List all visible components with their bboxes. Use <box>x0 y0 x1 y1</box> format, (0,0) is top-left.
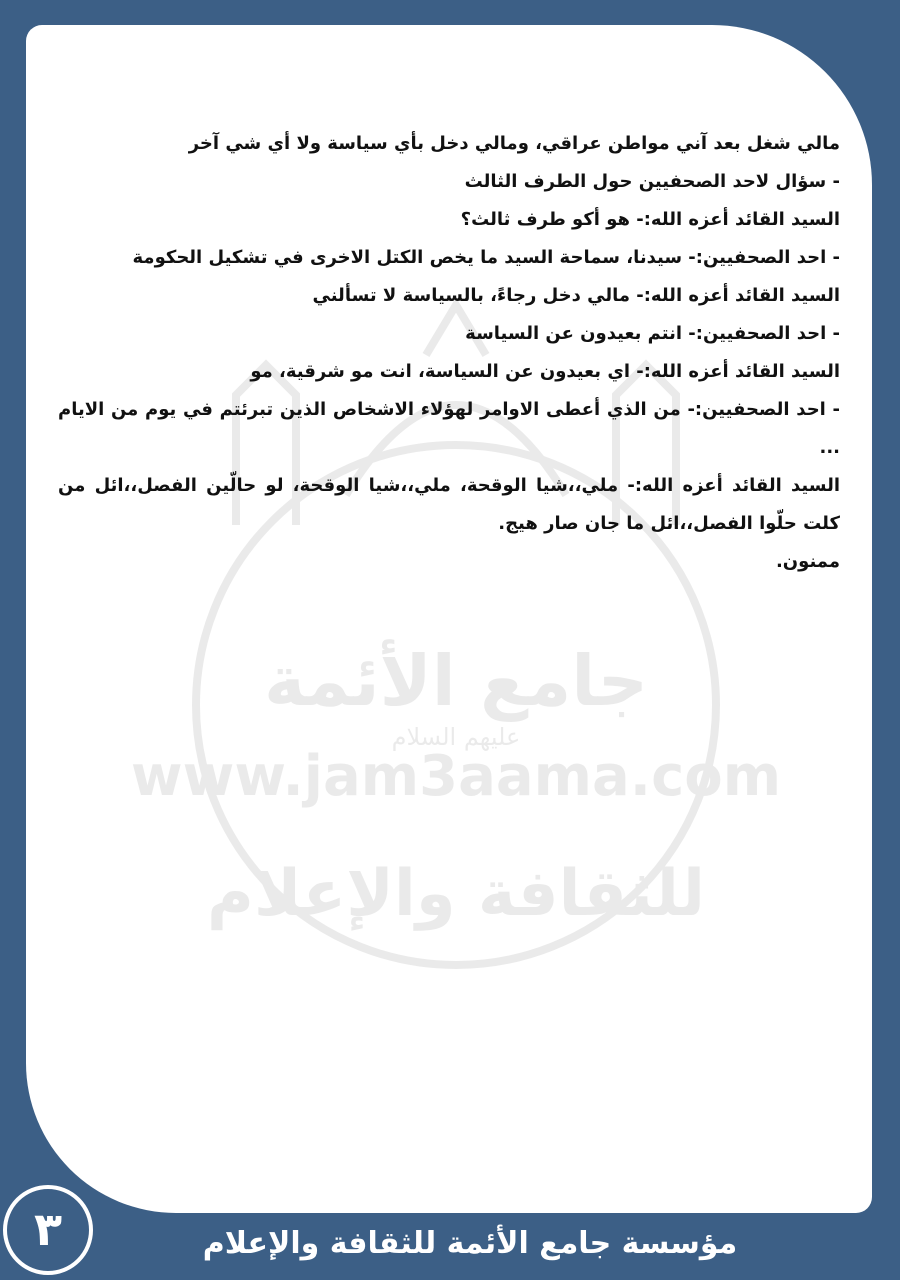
page-card <box>26 25 872 1213</box>
paragraph-1: مالي شغل بعد آني مواطن عراقي، ومالي دخل بأي سياسة ولا أي شي آخر <box>188 133 840 154</box>
watermark-calligraphy: جامع الأئمة <box>263 640 649 722</box>
paragraph-6: - احد الصحفيين:- انتم بعيدون عن السياسة <box>465 323 840 344</box>
watermark-url: www.jam3aama.com <box>130 744 782 809</box>
document-body <box>58 125 840 581</box>
paragraph-4: - احد الصحفيين:- سيدنا، سماحة السيد ما يخص الكتل الاخرى في تشكيل الحكومة <box>132 247 840 268</box>
paragraph-7: السيد القائد أعزه الله:- اي بعيدون عن السياسة، انت مو شرقية، مو <box>250 361 840 382</box>
footer <box>0 1213 900 1280</box>
watermark-bottom-text: للثقافة والإعلام <box>207 857 705 931</box>
paragraph-9: السيد القائد أعزه الله:- ملي،،شيا الوقحة، ملي،،شيا الوقحة، لو حالّين الفصل،،ائل من كلت حلّوا الفصل،،ائل ما جان صار هيج. <box>58 475 840 534</box>
paragraph-3: السيد القائد أعزه الله:- هو أكو طرف ثالث؟ <box>460 209 840 230</box>
watermark-subtitle: عليهم السلام <box>391 723 521 751</box>
paragraph-10: ممنون. <box>775 551 840 572</box>
paragraph-5: السيد القائد أعزه الله:- مالي دخل رجاءً، بالسياسة لا تسألني <box>312 285 840 306</box>
footer-title: مؤسسة جامع الأئمة للثقافة والإعلام <box>202 1226 738 1261</box>
paragraph-2: - سؤال لاحد الصحفيين حول الطرف الثالث <box>464 171 840 192</box>
page-number: ٣ <box>3 1185 93 1275</box>
paragraph-8: - احد الصحفيين:- من الذي أعطى الاوامر لهؤلاء الاشخاص الذين تبرئتم في يوم من الايام ... <box>58 399 840 458</box>
